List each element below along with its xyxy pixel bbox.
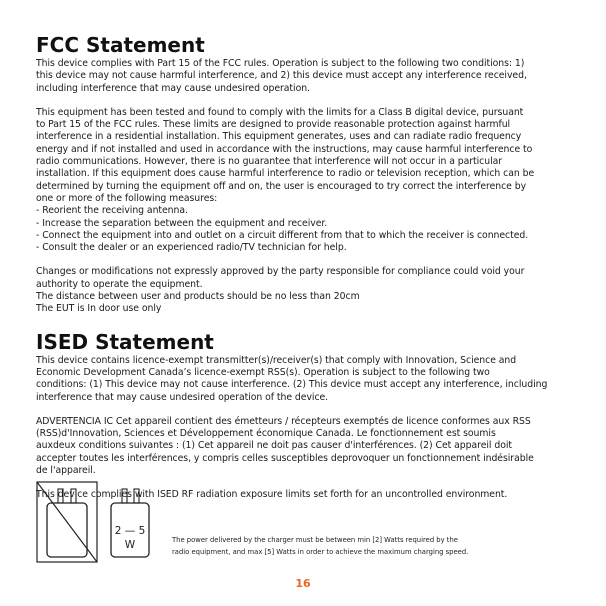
- text-line: auxdeux conditions suivantes : (1) Cet appareil ne doit pas causer d'interférences. (2) Cet appareil doit: [36, 440, 512, 452]
- text-line: This device complies with ISED RF radiation exposure limits set forth for an uncontrolled environment.: [36, 489, 508, 501]
- charger-wattage-icon: [108, 481, 152, 567]
- text-line: (RSS)d'Innovation, Sciences et Développement économique Canada. Le fonctionnement est soumis: [36, 428, 496, 440]
- text-line: installation. If this equipment does cause harmful interference to radio or television reception, which can be: [36, 168, 535, 180]
- text-line: authority to operate the equipment.: [36, 278, 203, 290]
- ised-paragraph-1: [36, 355, 576, 404]
- text-line: interference that may cause undesired operation of the device.: [36, 391, 329, 403]
- text-line: This equipment has been tested and found to comply with the limits for a Class B digital device, pursuant: [36, 106, 524, 118]
- text-line: This device contains licence-exempt transmitter(s)/receiver(s) that comply with Innovation, Science and: [36, 354, 517, 366]
- text-line: This device complies with Part 15 of the FCC rules. Operation is subject to the following two conditions: 1): [36, 58, 525, 69]
- text-line: accepter toutes les interférences, y compris celles susceptibles deprovoquer un fonctionnement indésirable: [36, 452, 534, 464]
- fcc-paragraph-1: [36, 58, 576, 95]
- fcc-paragraph-2: [36, 107, 576, 255]
- charger-rating-range: 2 — 5: [114, 525, 146, 537]
- fcc-paragraph-3: [36, 266, 576, 315]
- text-line: radio communications. However, there is no guarantee that interference will not occur in a particular: [36, 156, 503, 168]
- measure-item: - Connect the equipment into and outlet on a circuit different from that to which the receiver is connected.: [36, 229, 529, 241]
- text-line: The distance between user and products should be no less than 20cm: [36, 291, 360, 303]
- fcc-statement-heading: FCC Statement: [36, 33, 205, 57]
- measure-item: - Consult the dealer or an experienced radio/TV technician for help.: [36, 242, 347, 254]
- text-line: ADVERTENCIA IC Cet appareil contient des émetteurs / récepteurs exemptés de licence conformes aux RSS: [36, 415, 531, 427]
- charger-power-note: [172, 535, 468, 558]
- text-line: this device may not cause harmful interference, and 2) this device must accept any interference received,: [36, 70, 527, 82]
- text-line: to Part 15 of the FCC rules. These limits are designed to provide reasonable protection against harmful: [36, 119, 511, 131]
- text-line: de l'appareil.: [36, 465, 96, 477]
- text-line: The EUT is In door use only: [36, 303, 162, 315]
- text-line: The power delivered by the charger must be between min [2] Watts required by the: [172, 536, 458, 544]
- page-number: 16: [295, 577, 311, 590]
- ised-paragraph-2: [36, 416, 576, 477]
- text-line: radio equipment, and max [5] Watts in order to achieve the maximum charging speed.: [172, 547, 469, 556]
- measure-item: - Increase the separation between the equipment and receiver.: [36, 217, 328, 229]
- no-charger-included-icon: [36, 481, 98, 567]
- text-line: Economic Development Canada’s licence-exempt RSS(s). Operation is subject to the following two: [36, 366, 490, 378]
- document-page: [36, 34, 576, 502]
- measure-item: - Reorient the receiving antenna.: [36, 205, 188, 217]
- text-line: interference in a residential installation. This equipment generates, uses and can radiate radio frequency: [36, 131, 522, 143]
- text-line: including interference that may cause undesired operation.: [36, 82, 310, 94]
- charger-information: [36, 481, 576, 561]
- charger-rating-unit: W: [124, 539, 136, 551]
- text-line: one or more of the following measures:: [36, 192, 218, 204]
- text-line: energy and if not installed and used in accordance with the instructions, may cause harmful interference to: [36, 143, 533, 155]
- ised-statement-heading: ISED Statement: [36, 329, 214, 354]
- text-line: conditions: (1) This device may not cause interference. (2) This device must accept any interference, including: [36, 379, 548, 391]
- text-line: Changes or modifications not expressly approved by the party responsible for compliance could void your: [36, 266, 525, 278]
- text-line: determined by turning the equipment off and on, the user is encouraged to try correct the interference by: [36, 180, 527, 192]
